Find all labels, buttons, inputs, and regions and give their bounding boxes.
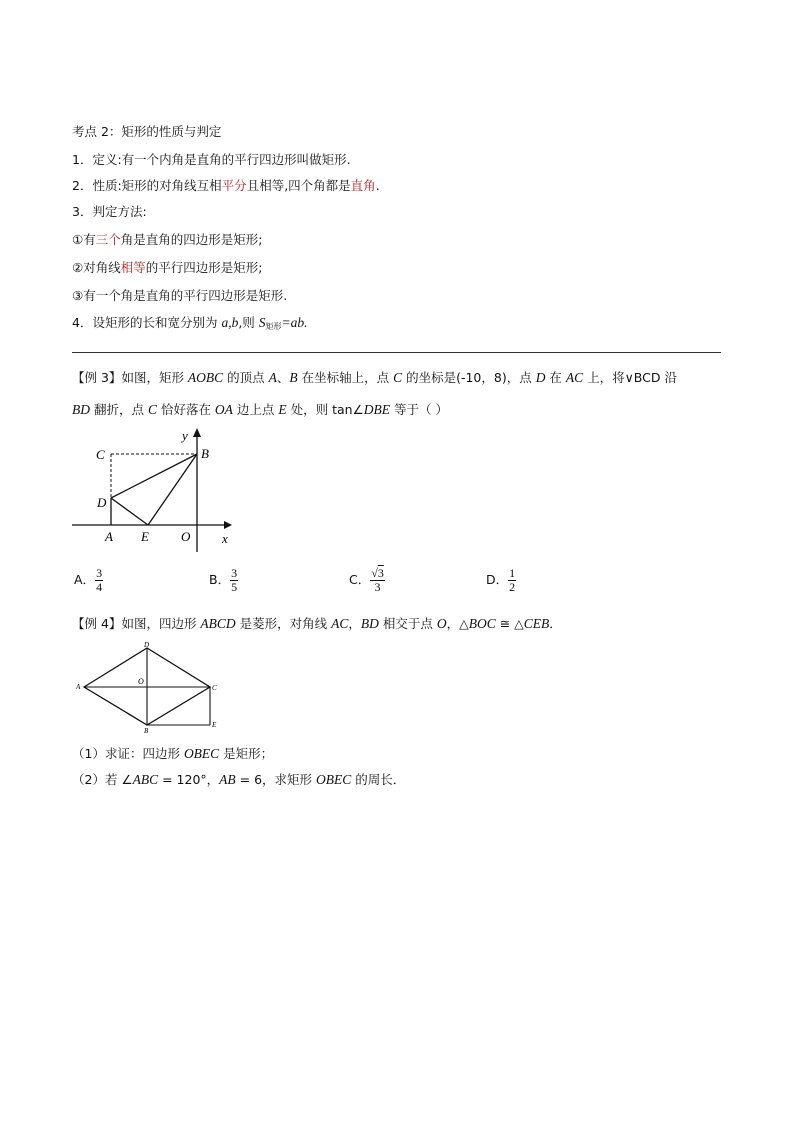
label4-D: D [144, 641, 150, 649]
label-C: C [96, 447, 105, 462]
sqrt-icon: √ [371, 566, 378, 580]
definition-line: 1．定义:有一个内角是直角的平行四边形叫做矩形. [72, 152, 351, 167]
label-y: y [182, 428, 188, 443]
example-3-line-1: 【例 3】如图，矩形 AOBC 的顶点 A、B 在坐标轴上，点 C 的坐标是(-10，8)，点 D 在 AC 上，将∨BCD 沿 [72, 370, 677, 385]
area-formula-line: 4．设矩形的长和宽分别为 a,b,则 $S_{矩形}=ab$. [72, 315, 308, 331]
criterion-2: ②对角线相等的平行四边形是矩形; [72, 260, 263, 275]
label4-C: C [212, 684, 217, 692]
label-O: O [181, 529, 191, 544]
question-2: （2）若 ∠ABC = 120°，AB = 6，求矩形 OBEC 的周长． [72, 772, 406, 787]
option-B[interactable]: B． $\frac{3}{5}$ [209, 566, 238, 594]
label-D: D [97, 495, 107, 510]
label-A: A [105, 529, 113, 544]
label-B: B [201, 446, 209, 461]
option-C[interactable]: C． $\frac{√3}{3}$ [349, 566, 384, 594]
option-A[interactable]: A． $\frac{3}{4}$ [74, 566, 103, 594]
label-x: x [222, 531, 228, 546]
label4-B: B [144, 727, 149, 735]
label4-O: O [138, 677, 144, 686]
property-line: 2．性质:矩形的对角线互相平分且相等,四个角都是直角. [72, 178, 380, 193]
example-3-line-2: BD 翻折，点 C 恰好落在 OA 边上点 E 处，则 tan∠DBE 等于（ ） [72, 402, 448, 417]
question-1: （1）求证：四边形 OBEC 是矩形； [72, 746, 274, 761]
criterion-3: ③有一个角是直角的平行四边形是矩形. [72, 288, 288, 303]
option-D[interactable]: D． $\frac{1}{2}$ [486, 566, 516, 594]
criterion-1: ①有三个角是直角的四边形是矩形; [72, 232, 263, 247]
criteria-heading: 3．判定方法: [72, 204, 147, 219]
section-title: 考点 2：矩形的性质与判定 [72, 124, 222, 139]
example-4-line-1: 【例 4】如图，四边形 ABCD 是菱形，对角线 AC，BD 相交于点 O，△BOC ≅ △CEB． [72, 616, 562, 631]
label-E: E [141, 529, 149, 544]
label4-E: E [212, 721, 217, 729]
label4-A: A [76, 683, 81, 691]
